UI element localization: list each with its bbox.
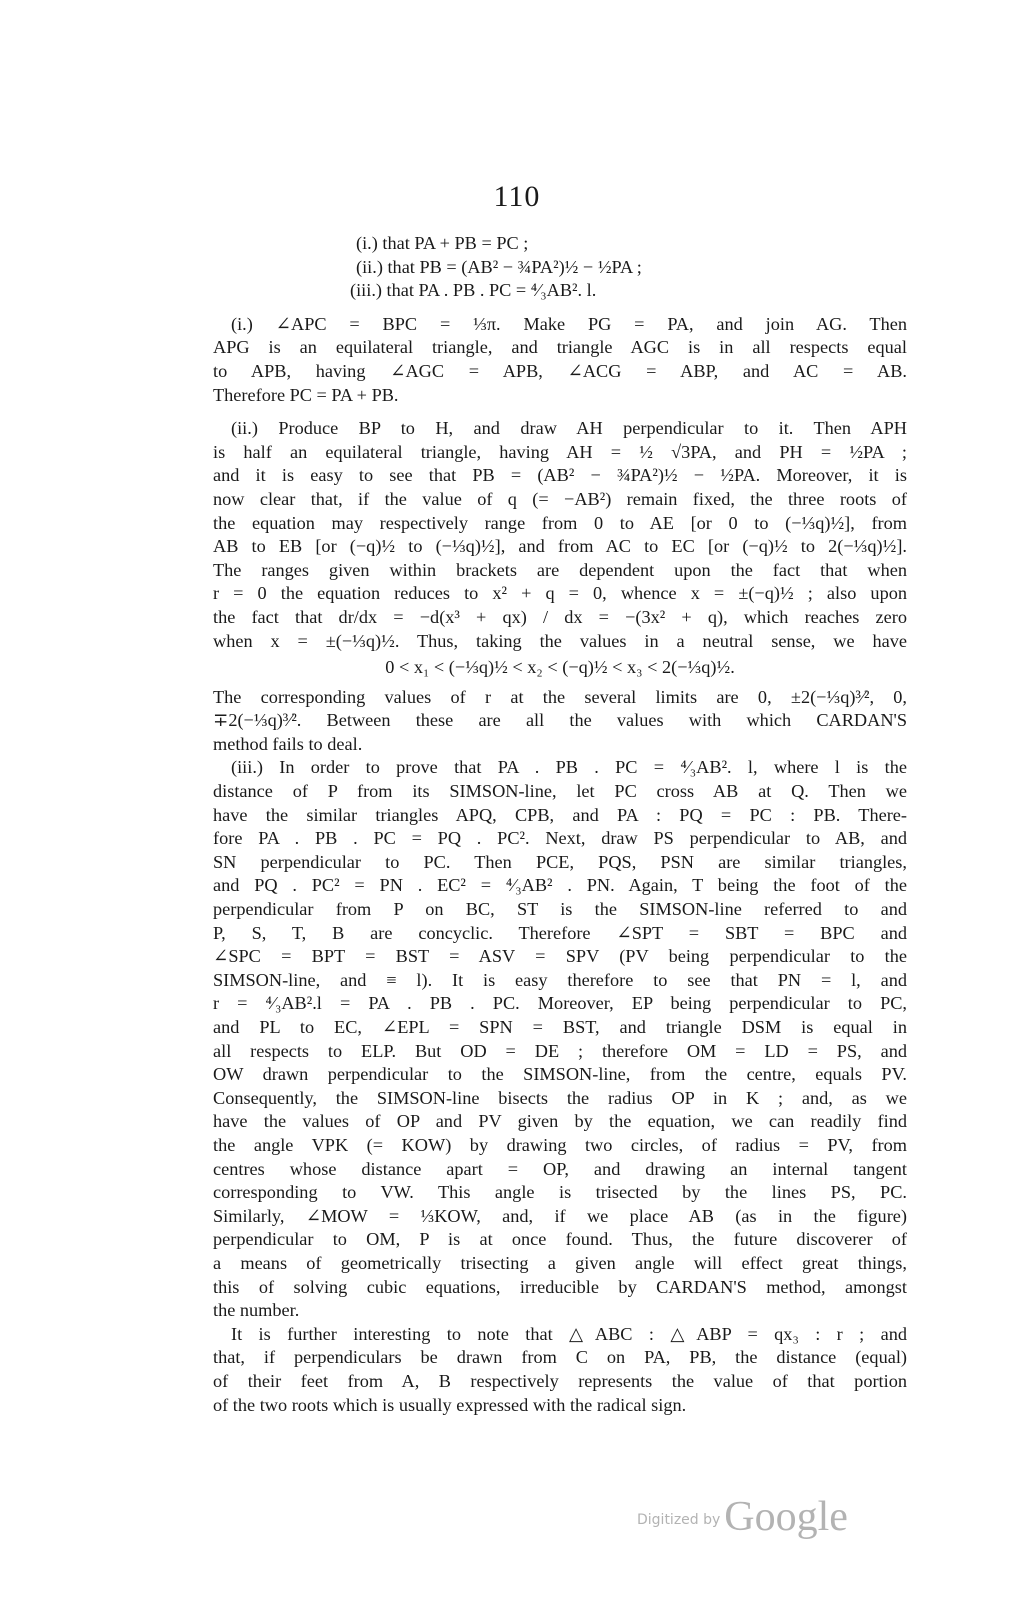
text-line: and PL to EC, ∠EPL = SPN = BST, and triangle DSM is equal in <box>213 1017 907 1037</box>
text-line: ∠SPC = BPT = BST = ASV = SPV (PV being perpendicular to the <box>213 946 907 967</box>
text-line: (i.) ∠APC = BPC = ⅓π. Make PG = PA, and join AG. Then <box>231 313 907 334</box>
text-line: Similarly, ∠MOW = ⅓KOW, and, if we place AB (as in the figure) <box>213 1205 907 1226</box>
google-logo: Google <box>724 1494 848 1540</box>
text-line: AB to EB [or (−q)½ to (−⅓q)½], and from AC to EC [or (−q)½ to 2(−⅓q)½]. <box>213 536 907 557</box>
text-line: all respects to ELP. But OD = DE ; therefore OM = LD = PS, and <box>213 1040 907 1061</box>
text-line: OW drawn perpendicular to the SIMSON-line, from the centre, equals PV. <box>213 1064 907 1085</box>
text-line: to APB, having ∠AGC = APB, ∠ACG = ABP, and AC = AB. <box>213 360 907 381</box>
text-line: fore PA . PB . PC = PQ . PC². Next, draw PS perpendicular to AB, and <box>213 828 907 849</box>
text-line: Consequently, the SIMSON-line bisects the radius OP in K ; and, as we <box>213 1087 907 1108</box>
text-line: this of solving cubic equations, irreducible by CARDAN'S method, amongst <box>213 1276 907 1297</box>
proposition-ii: (ii.) that PB = (AB² − ¾PA²)½ − ½PA ; <box>356 256 642 277</box>
text-line: a means of geometrically trisecting a given angle will effect great things, <box>213 1252 907 1273</box>
text-line: The corresponding values of r at the several limits are 0, ±2(−⅓q)³⁄², 0, <box>213 686 907 707</box>
text-line: and it is easy to see that PB = (AB² − ¾PA²)½ − ½PA. Moreover, it is <box>213 465 907 486</box>
text-line: distance of P from its SIMSON-line, let PC cross AB at Q. Then we <box>213 781 907 802</box>
text-line: the angle VPK (= KOW) by drawing two circles, of radius = PV, from <box>213 1134 907 1155</box>
text-line: is half an equilateral triangle, having AH = ½ √3PA, and PH = ½PA ; <box>213 441 907 462</box>
text-line: (iii.) In order to prove that PA . PB . PC = ⁴⁄₃AB². l, where l is the <box>231 757 907 778</box>
text-line: corresponding to VW. This angle is trisected by the lines PS, PC. <box>213 1182 907 1203</box>
proposition-iii: (iii.) that PA . PB . PC = ⁴⁄₃AB². l. <box>350 280 597 301</box>
digitized-by-google-watermark <box>637 1493 877 1543</box>
text-line: of their feet from A, B respectively represents the value of that portion <box>213 1370 907 1391</box>
proposition-i: (i.) that PA + PB = PC ; <box>356 233 529 253</box>
text-line: Therefore PC = PA + PB. <box>213 384 399 405</box>
text-line: perpendicular to OM, P is at once found. Thus, the future discoverer of <box>213 1229 907 1250</box>
text-line: SN perpendicular to PC. Then PCE, PQS, PSN are similar triangles, <box>213 851 907 872</box>
text-line: (ii.) Produce BP to H, and draw AH perpendicular to it. Then APH <box>231 418 907 439</box>
text-line: method fails to deal. <box>213 733 363 754</box>
text-line: r = ⁴⁄₃AB².l = PA . PB . PC. Moreover, EP being perpendicular to PC, <box>213 993 907 1014</box>
body-text <box>213 232 907 1417</box>
text-line: SIMSON-line, and ≡ l). It is easy therefore to see that PN = l, and <box>213 969 907 990</box>
text-line: the equation may respectively range from 0 to AE [or 0 to (−⅓q)½], from <box>213 512 907 533</box>
text-line: the fact that dr/dx = −d(x³ + qx) / dx = −(3x² + q), which reaches zero <box>213 606 907 627</box>
text-line: P, S, T, B are concyclic. Therefore ∠SPT = SBT = BPC and <box>213 922 907 943</box>
text-line: of the two roots which is usually expressed with the radical sign. <box>213 1394 687 1415</box>
text-line: perpendicular from P on BC, ST is the SIMSON-line referred to and <box>213 899 907 920</box>
text-line: r = 0 the equation reduces to x² + q = 0, whence x = ±(−q)½ ; also upon <box>213 583 907 604</box>
text-line: that, if perpendiculars be drawn from C on PA, PB, the distance (equal) <box>213 1347 907 1368</box>
watermark-prefix: Digitized by <box>637 1512 721 1528</box>
text-line: when x = ±(−⅓q)½. Thus, taking the values in a neutral sense, we have <box>213 630 907 651</box>
text-line: now clear that, if the value of q (= −AB²) remain fixed, the three roots of <box>213 488 907 509</box>
inequality-equation: 0 < x₁ < (−⅓q)½ < x₂ < (−q)½ < x₃ < 2(−⅓q)½. <box>385 657 735 678</box>
text-line: The ranges given within brackets are dependent upon the fact that when <box>213 559 907 580</box>
text-line: ∓2(−⅓q)³⁄². Between these are all the values with which CARDAN'S <box>213 710 907 731</box>
text-line: centres whose distance apart = OP, and drawing an internal tangent <box>213 1158 907 1179</box>
page-number: 110 <box>493 180 541 213</box>
text-line: It is further interesting to note that △ABC : △ABP = qx₃ : r ; and <box>231 1323 907 1344</box>
text-line: APG is an equilateral triangle, and triangle AGC is in all respects equal <box>213 337 907 358</box>
text-line: the number. <box>213 1300 300 1321</box>
text-line: have the values of OP and PV given by the equation, we can readily find <box>213 1111 907 1132</box>
text-line: have the similar triangles APQ, CPB, and PA : PQ = PC : PB. There- <box>213 804 907 825</box>
text-line: and PQ . PC² = PN . EC² = ⁴⁄₃AB² . PN. Again, T being the foot of the <box>213 875 907 896</box>
